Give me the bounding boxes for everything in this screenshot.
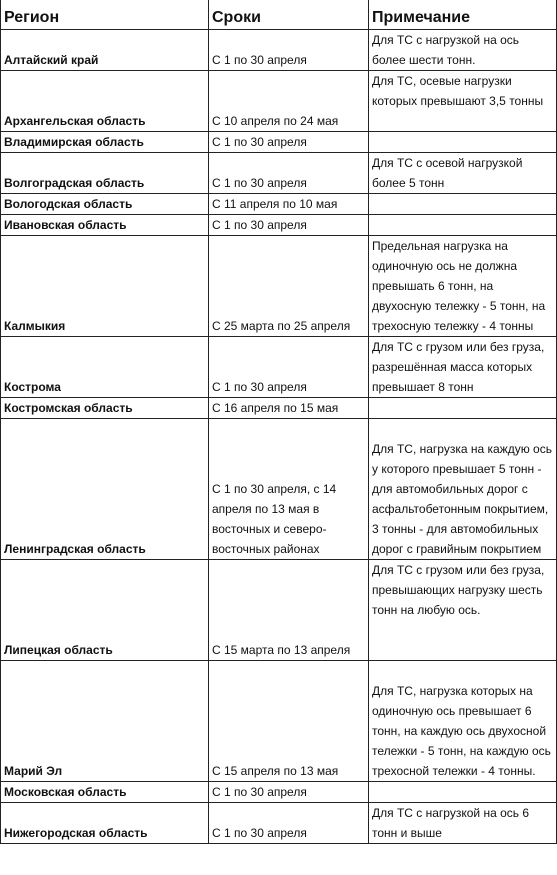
column-header-region: Регион (1, 0, 209, 30)
term-cell: С 11 апреля по 10 мая (209, 194, 369, 215)
note-cell: Для ТС, нагрузка на каждую ось у которого превышает 5 тонн - для автомобильных дорог с асфальтобетонным покрытием, 3 тонны - для автомобильных дорог с гравийным покрытием (369, 419, 557, 560)
term-cell: С 25 марта по 25 апреля (209, 236, 369, 337)
region-cell: Кострома (1, 337, 209, 398)
table-row (1, 153, 557, 194)
table-row (1, 337, 557, 398)
table-row (1, 215, 557, 236)
note-cell: Для ТС с грузом или без груза, превышающих нагрузку шесть тонн на любую ось. (369, 560, 557, 661)
table-header-row (1, 0, 557, 30)
note-cell: Для ТС с нагрузкой на ось 6 тонн и выше (369, 803, 557, 844)
region-cell: Волгоградская область (1, 153, 209, 194)
region-cell: Вологодская область (1, 194, 209, 215)
note-cell (369, 194, 557, 215)
note-cell: Для ТС с нагрузкой на ось более шести тонн. (369, 30, 557, 71)
note-cell: Для ТС, осевые нагрузки которых превышают 3,5 тонны (369, 71, 557, 132)
region-cell: Калмыкия (1, 236, 209, 337)
region-cell: Липецкая область (1, 560, 209, 661)
note-cell (369, 132, 557, 153)
column-header-term: Сроки (209, 0, 369, 30)
region-cell: Нижегородская область (1, 803, 209, 844)
table-row (1, 71, 557, 132)
term-cell: С 1 по 30 апреля (209, 782, 369, 803)
term-cell: С 15 марта по 13 апреля (209, 560, 369, 661)
term-cell: С 1 по 30 апреля (209, 803, 369, 844)
term-cell: С 1 по 30 апреля (209, 153, 369, 194)
table-row (1, 661, 557, 782)
region-cell: Костромская область (1, 398, 209, 419)
note-cell (369, 398, 557, 419)
region-cell: Алтайский край (1, 30, 209, 71)
note-cell: Для ТС с грузом или без груза, разрешённая масса которых превышает 8 тонн (369, 337, 557, 398)
region-cell: Владимирская область (1, 132, 209, 153)
term-cell: С 15 апреля по 13 мая (209, 661, 369, 782)
column-header-note: Примечание (369, 0, 557, 30)
term-cell: С 16 апреля по 15 мая (209, 398, 369, 419)
table-row (1, 30, 557, 71)
term-cell: С 1 по 30 апреля, с 14 апреля по 13 мая в восточных и северо-восточных районах (209, 419, 369, 560)
table-row (1, 398, 557, 419)
table-row (1, 194, 557, 215)
table-row (1, 560, 557, 661)
table-row (1, 419, 557, 560)
table-row (1, 782, 557, 803)
region-cell: Ленинградская область (1, 419, 209, 560)
note-cell: Для ТС, нагрузка которых на одиночную ось превышает 6 тонн, на каждую ось двухосной тележки - 5 тонн, на каждую ось трехосной тележки - 4 тонны. (369, 661, 557, 782)
term-cell: С 10 апреля по 24 мая (209, 71, 369, 132)
region-cell: Марий Эл (1, 661, 209, 782)
term-cell: С 1 по 30 апреля (209, 337, 369, 398)
term-cell: С 1 по 30 апреля (209, 215, 369, 236)
table-row (1, 132, 557, 153)
term-cell: С 1 по 30 апреля (209, 132, 369, 153)
note-cell (369, 782, 557, 803)
table-row (1, 236, 557, 337)
note-cell: Предельная нагрузка на одиночную ось не должна превышать 6 тонн, на двухосную тележку - 5 тонн, на трехосную тележку - 4 тонны (369, 236, 557, 337)
region-cell: Архангельская область (1, 71, 209, 132)
region-cell: Московская область (1, 782, 209, 803)
term-cell: С 1 по 30 апреля (209, 30, 369, 71)
table-row (1, 803, 557, 844)
region-cell: Ивановская область (1, 215, 209, 236)
note-cell: Для ТС с осевой нагрузкой более 5 тонн (369, 153, 557, 194)
note-cell (369, 215, 557, 236)
